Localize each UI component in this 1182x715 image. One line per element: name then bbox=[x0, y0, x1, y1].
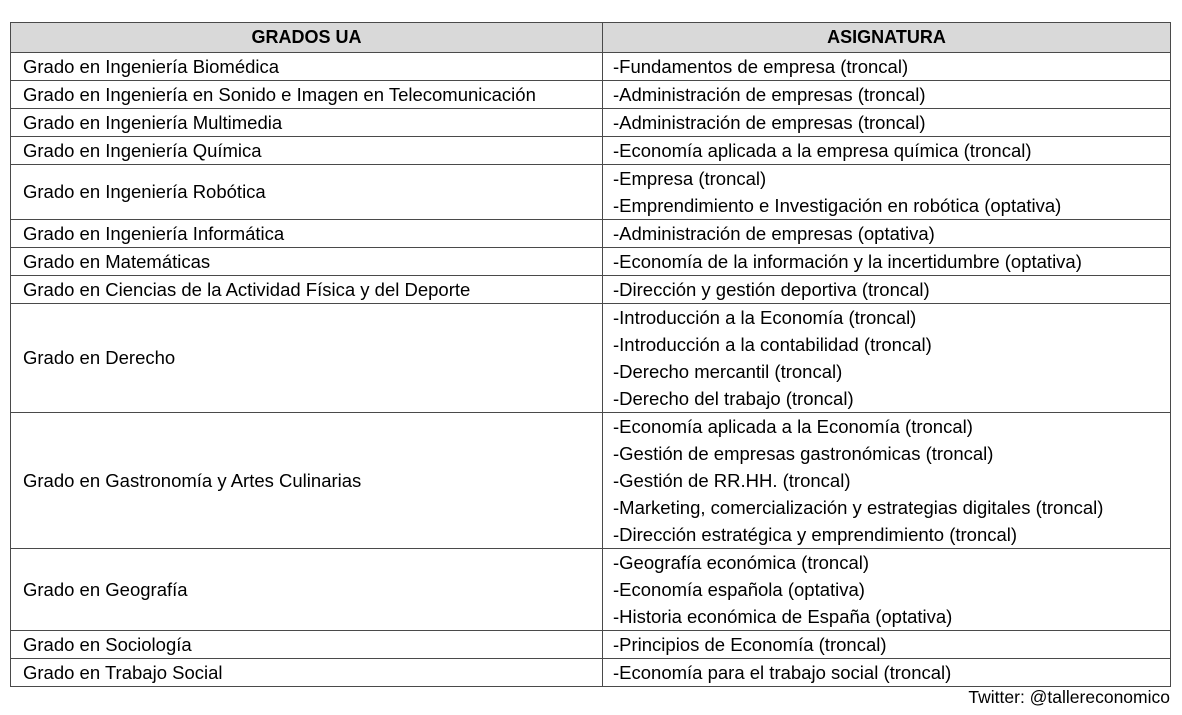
asignatura-item: -Dirección y gestión deportiva (troncal) bbox=[613, 279, 930, 300]
asignatura-item: -Derecho mercantil (troncal) bbox=[613, 361, 843, 382]
asignatura-item: -Historia económica de España (optativa) bbox=[613, 606, 953, 627]
grado-cell: Grado en Ingeniería Química bbox=[11, 137, 603, 165]
table-row bbox=[11, 413, 1171, 549]
asignatura-item: -Administración de empresas (troncal) bbox=[613, 84, 926, 105]
table-row bbox=[11, 276, 1171, 304]
table-row bbox=[11, 165, 1171, 220]
asignatura-cell bbox=[603, 165, 1171, 220]
asignatura-item: -Geografía económica (troncal) bbox=[613, 552, 870, 573]
table-row bbox=[11, 248, 1171, 276]
asignatura-item: -Introducción a la Economía (troncal) bbox=[613, 307, 917, 328]
grado-cell: Grado en Ingeniería Multimedia bbox=[11, 109, 603, 137]
header-row bbox=[11, 23, 1171, 53]
asignatura-item: -Empresa (troncal) bbox=[613, 168, 767, 189]
header-grados: GRADOS UA bbox=[11, 23, 603, 53]
asignatura-cell bbox=[603, 248, 1171, 276]
asignatura-item: -Administración de empresas (troncal) bbox=[613, 112, 926, 133]
table-row bbox=[11, 137, 1171, 165]
asignatura-cell bbox=[603, 276, 1171, 304]
grado-cell: Grado en Ingeniería Robótica bbox=[11, 165, 603, 220]
grado-cell: Grado en Ingeniería en Sonido e Imagen en Telecomunicación bbox=[11, 81, 603, 109]
asignatura-item: -Economía de la información y la incertidumbre (optativa) bbox=[613, 251, 1082, 272]
grado-cell: Grado en Geografía bbox=[11, 549, 603, 631]
asignatura-cell bbox=[603, 413, 1171, 549]
asignatura-cell bbox=[603, 53, 1171, 81]
asignatura-item: -Administración de empresas (optativa) bbox=[613, 223, 935, 244]
table-row bbox=[11, 53, 1171, 81]
grado-cell: Grado en Ciencias de la Actividad Física y del Deporte bbox=[11, 276, 603, 304]
table-row bbox=[11, 631, 1171, 659]
table-row bbox=[11, 109, 1171, 137]
asignatura-cell bbox=[603, 549, 1171, 631]
asignatura-cell bbox=[603, 659, 1171, 687]
asignatura-cell bbox=[603, 631, 1171, 659]
header-asignatura: ASIGNATURA bbox=[603, 23, 1171, 53]
asignatura-item: -Economía para el trabajo social (troncal) bbox=[613, 662, 952, 683]
asignatura-cell bbox=[603, 81, 1171, 109]
asignatura-item: -Economía aplicada a la empresa química (troncal) bbox=[613, 140, 1032, 161]
asignatura-item: -Gestión de RR.HH. (troncal) bbox=[613, 470, 851, 491]
asignatura-item: -Principios de Economía (troncal) bbox=[613, 634, 887, 655]
asignatura-item: -Dirección estratégica y emprendimiento (troncal) bbox=[613, 524, 1018, 545]
twitter-credit: Twitter: @tallereconomico bbox=[968, 687, 1170, 707]
asignatura-item: -Emprendimiento e Investigación en robótica (optativa) bbox=[613, 195, 1062, 216]
table-row bbox=[11, 304, 1171, 413]
asignatura-cell bbox=[603, 109, 1171, 137]
table-body bbox=[11, 53, 1171, 687]
asignatura-item: -Economía aplicada a la Economía (troncal) bbox=[613, 416, 973, 437]
grado-cell: Grado en Matemáticas bbox=[11, 248, 603, 276]
grado-cell: Grado en Derecho bbox=[11, 304, 603, 413]
asignatura-item: -Marketing, comercialización y estrategias digitales (troncal) bbox=[613, 497, 1104, 518]
table-row bbox=[11, 220, 1171, 248]
table-row bbox=[11, 549, 1171, 631]
asignatura-item: -Gestión de empresas gastronómicas (troncal) bbox=[613, 443, 994, 464]
table-row bbox=[11, 659, 1171, 687]
asignatura-cell bbox=[603, 220, 1171, 248]
asignatura-item: -Fundamentos de empresa (troncal) bbox=[613, 56, 909, 77]
asignatura-item: -Introducción a la contabilidad (troncal) bbox=[613, 334, 932, 355]
grado-cell: Grado en Sociología bbox=[11, 631, 603, 659]
grado-cell: Grado en Ingeniería Informática bbox=[11, 220, 603, 248]
grado-cell: Grado en Trabajo Social bbox=[11, 659, 603, 687]
table-row bbox=[11, 81, 1171, 109]
asignatura-cell bbox=[603, 137, 1171, 165]
asignatura-item: -Derecho del trabajo (troncal) bbox=[613, 388, 854, 409]
asignatura-cell bbox=[603, 304, 1171, 413]
grados-table bbox=[10, 22, 1171, 687]
grado-cell: Grado en Gastronomía y Artes Culinarias bbox=[11, 413, 603, 549]
grado-cell: Grado en Ingeniería Biomédica bbox=[11, 53, 603, 81]
asignatura-item: -Economía española (optativa) bbox=[613, 579, 865, 600]
